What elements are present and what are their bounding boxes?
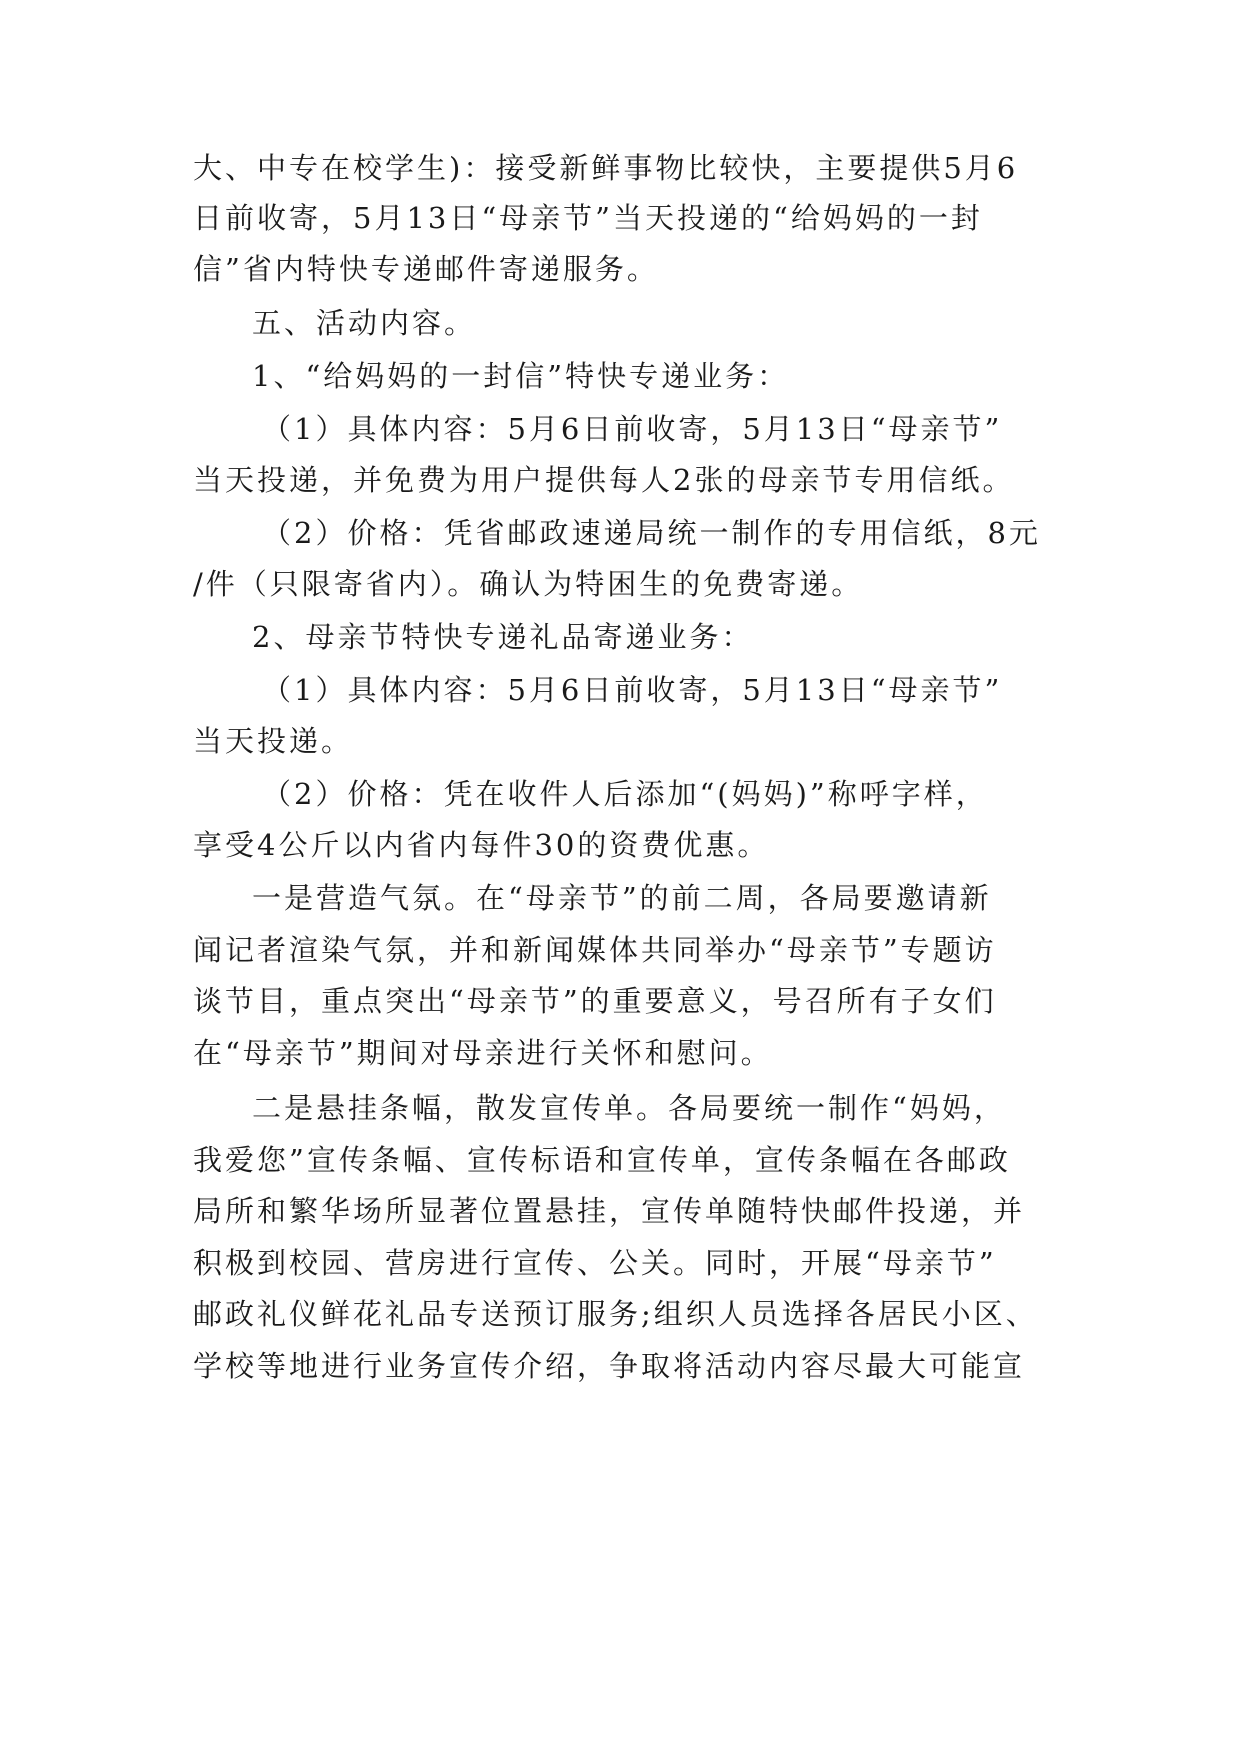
text-line: 闻记者渲染气氛，并和新闻媒体共同举办“母亲节”专题访 bbox=[193, 933, 997, 967]
text-line: 当天投递。 bbox=[193, 724, 354, 758]
text-line: （1）具体内容：5月6日前收寄，5月13日“母亲节” bbox=[262, 673, 1003, 707]
text-line: （2）价格：凭在收件人后添加“(妈妈)”称呼字样， bbox=[262, 777, 988, 811]
text-line: 享受4公斤以内省内每件30的资费优惠。 bbox=[193, 828, 770, 862]
text-line: 局所和繁华场所显著位置悬挂，宣传单随特快邮件投递，并 bbox=[193, 1194, 1026, 1228]
subsection-heading: 2、母亲节特快专递礼品寄递业务： bbox=[252, 620, 754, 654]
section-heading: 五、活动内容。 bbox=[252, 306, 477, 340]
text-line: 一是营造气氛。在“母亲节”的前二周，各局要邀请新 bbox=[252, 881, 992, 915]
text-line: 大、中专在校学生)：接受新鲜事物比较快，主要提供5月6 bbox=[193, 151, 1019, 185]
subsection-heading: 1、“给妈妈的一封信”特快专递业务： bbox=[252, 359, 790, 393]
text-line: 积极到校园、营房进行宣传、公关。同时，开展“母亲节” bbox=[193, 1246, 997, 1280]
text-line: 谈节目，重点突出“母亲节”的重要意义，号召所有子女们 bbox=[193, 984, 997, 1018]
text-line: （1）具体内容：5月6日前收寄，5月13日“母亲节” bbox=[262, 412, 1003, 446]
text-line: /件（只限寄省内）。确认为特困生的免费寄递。 bbox=[193, 567, 864, 601]
text-line: 邮政礼仪鲜花礼品专送预订服务;组织人员选择各居民小区、 bbox=[193, 1297, 1038, 1331]
text-line: （2）价格：凭省邮政速递局统一制作的专用信纸，8元 bbox=[262, 516, 1041, 550]
text-line: 二是悬挂条幅，散发宣传单。各局要统一制作“妈妈， bbox=[252, 1091, 1006, 1125]
text-line: 在“母亲节”期间对母亲进行关怀和慰问。 bbox=[193, 1036, 773, 1070]
text-line: 当天投递，并免费为用户提供每人2张的母亲节专用信纸。 bbox=[193, 463, 1015, 497]
text-line: 学校等地进行业务宣传介绍，争取将活动内容尽最大可能宣 bbox=[193, 1349, 1026, 1383]
text-line: 日前收寄，5月13日“母亲节”当天投递的“给妈妈的一封 bbox=[193, 201, 983, 235]
text-line: 我爱您”宣传条幅、宣传标语和宣传单，宣传条幅在各邮政 bbox=[193, 1143, 1011, 1177]
text-line: 信”省内特快专递邮件寄递服务。 bbox=[193, 252, 659, 286]
